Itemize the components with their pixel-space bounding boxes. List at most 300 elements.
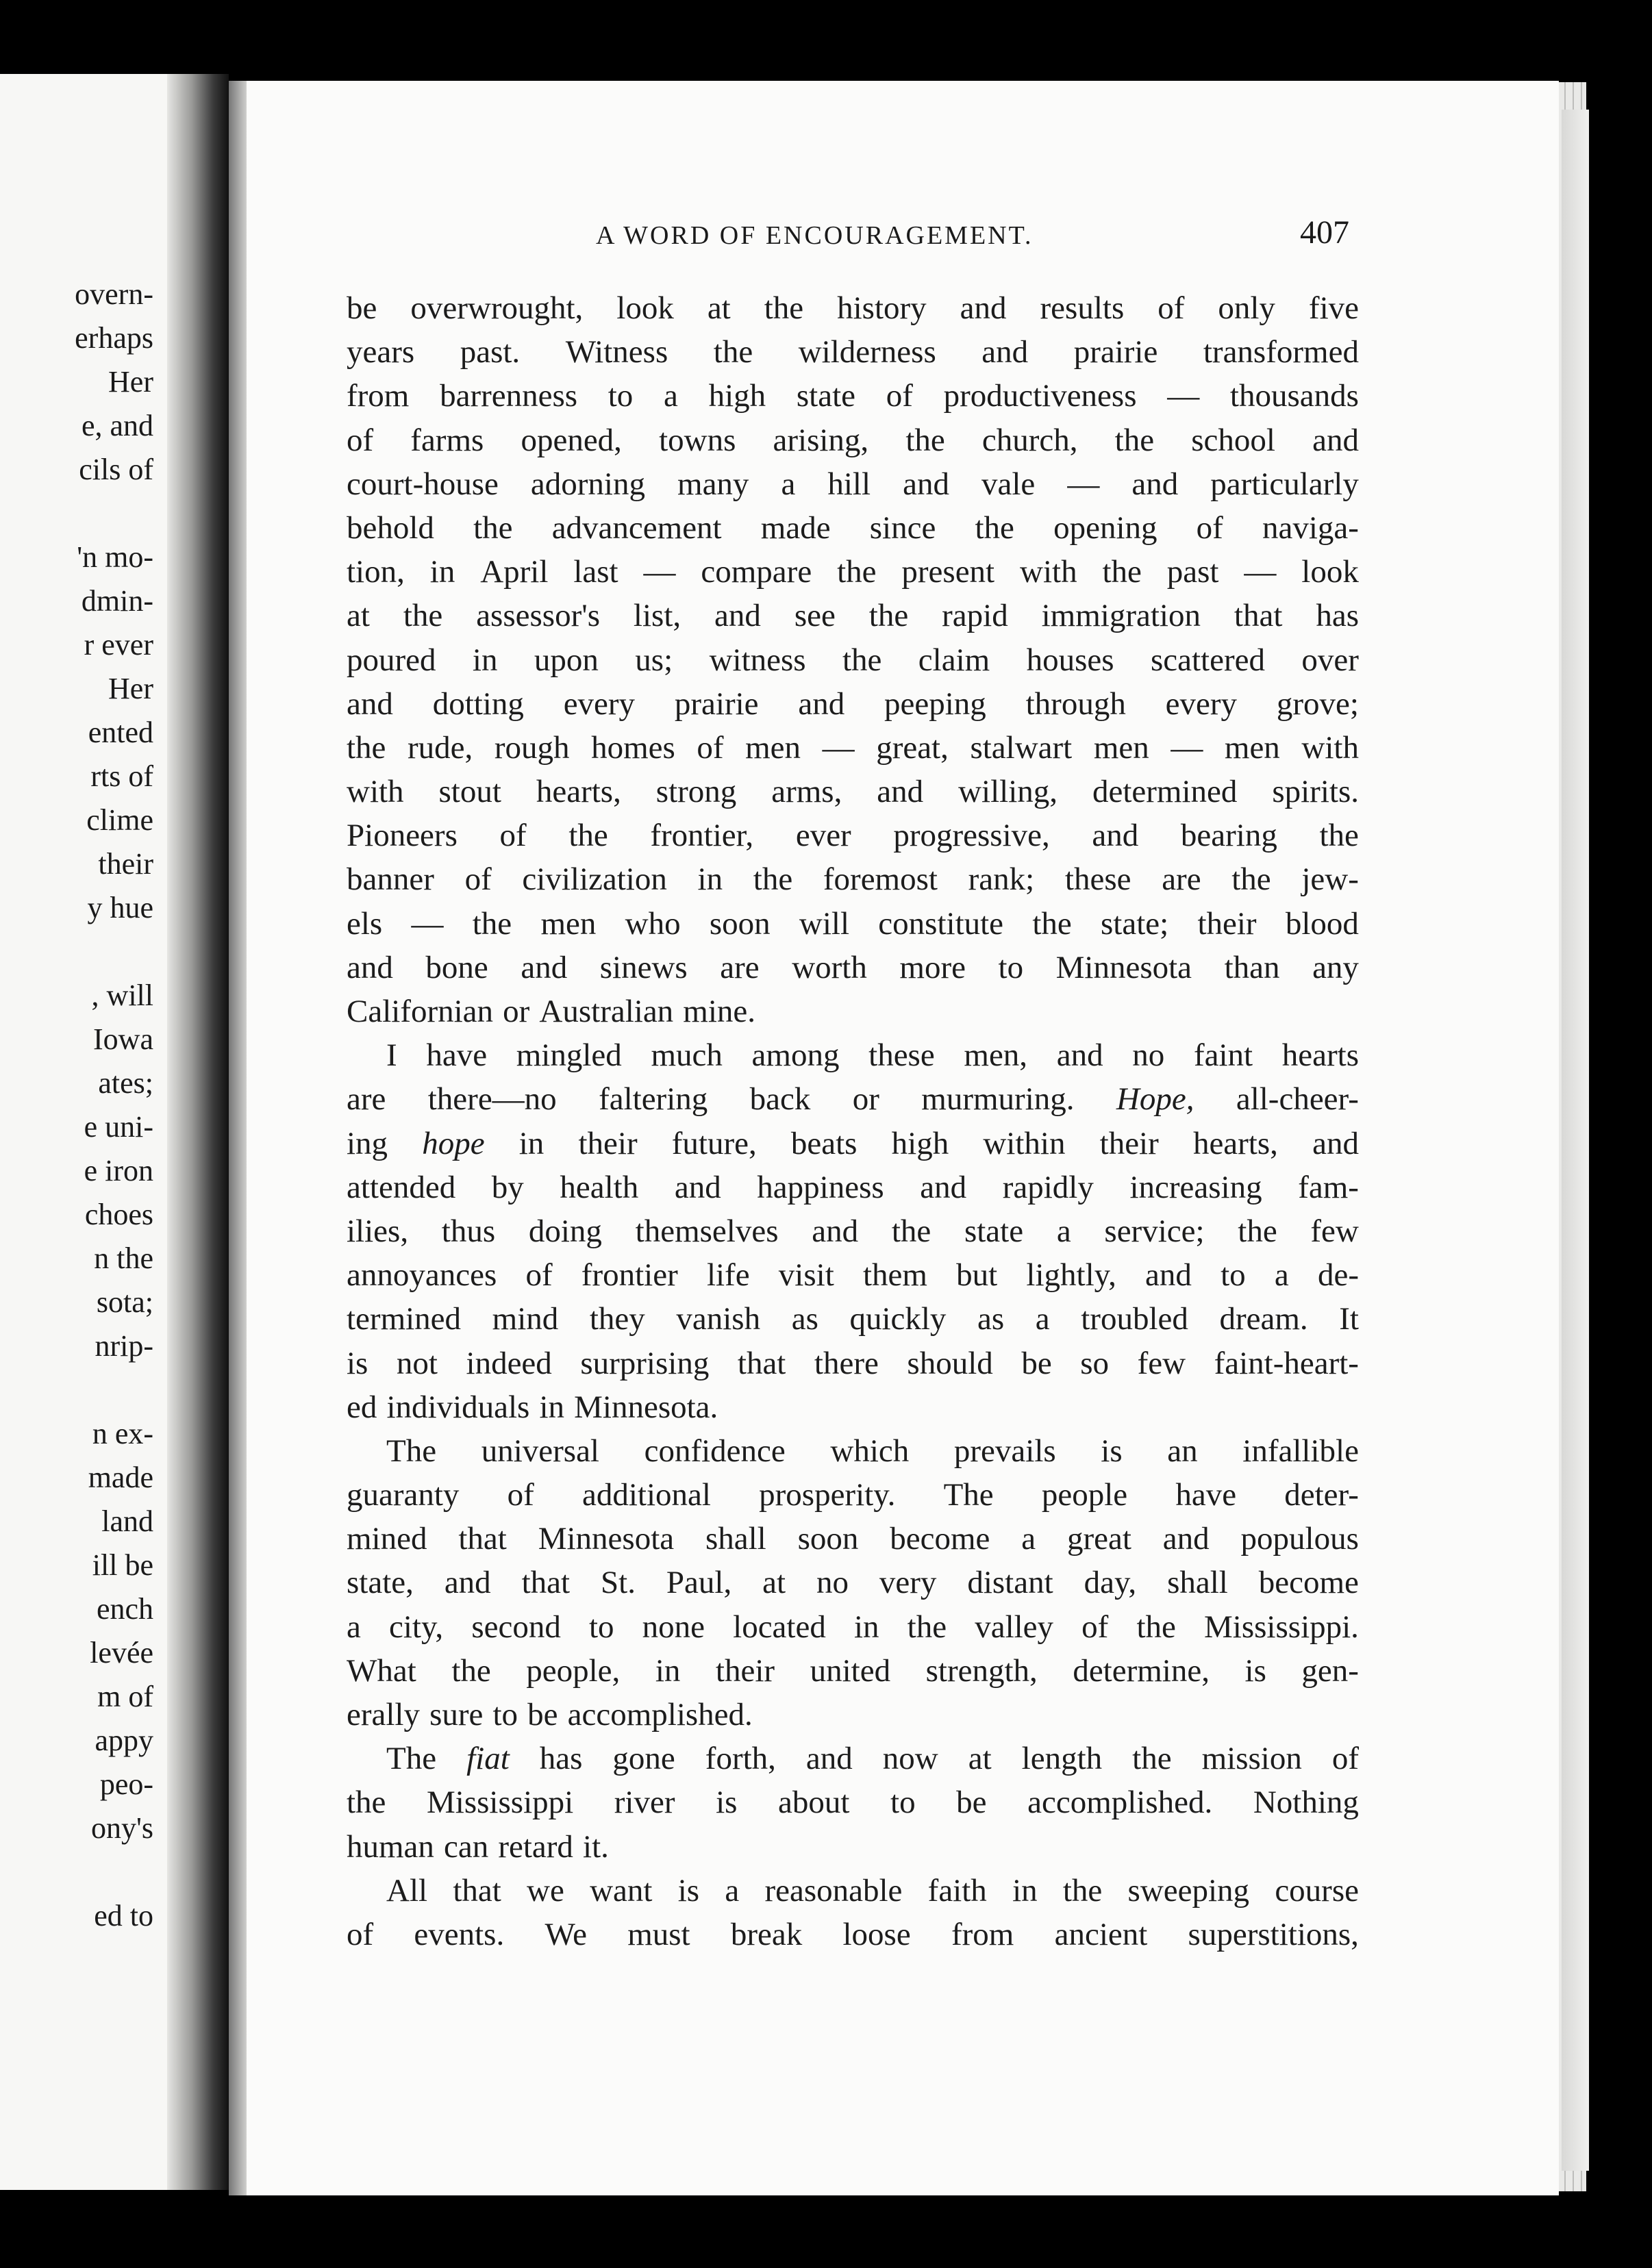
word: to xyxy=(1221,1257,1246,1294)
word: the xyxy=(837,554,877,590)
previous-page-line: nrip- xyxy=(95,1329,153,1363)
word: will xyxy=(799,905,850,942)
word: termined xyxy=(347,1301,462,1337)
text-line xyxy=(347,1649,1359,1693)
word: gen- xyxy=(1301,1652,1359,1689)
word: state, xyxy=(347,1565,414,1601)
word: see xyxy=(794,598,836,634)
previous-page-line: their xyxy=(98,847,153,881)
word: men xyxy=(745,729,801,766)
word: the xyxy=(891,1213,931,1249)
word: men, xyxy=(964,1037,1028,1074)
word: that xyxy=(458,1521,507,1557)
word: shall xyxy=(1167,1565,1228,1601)
text-line xyxy=(347,638,1359,682)
word: state; xyxy=(1101,905,1169,942)
previous-page-line: n the xyxy=(94,1242,153,1275)
text-line xyxy=(347,1429,1359,1473)
word: look xyxy=(616,290,674,326)
word: list, xyxy=(633,598,681,634)
word: frontier, xyxy=(650,818,754,854)
word: look xyxy=(1301,554,1359,590)
word: confidence xyxy=(644,1433,786,1469)
word: men xyxy=(540,905,597,942)
word: a xyxy=(1035,1301,1050,1337)
word: mingled xyxy=(516,1037,622,1074)
word: houses xyxy=(1026,642,1114,678)
word: compare xyxy=(701,554,812,590)
text-line xyxy=(347,1166,1359,1209)
word: and xyxy=(960,290,1007,326)
word: in xyxy=(518,1125,545,1161)
word: barrenness xyxy=(440,378,578,414)
word: guaranty xyxy=(347,1477,460,1513)
word: and xyxy=(1092,818,1139,854)
word: It xyxy=(1339,1301,1359,1337)
word: bone xyxy=(425,949,488,985)
word: every xyxy=(1165,685,1238,722)
word: bearing xyxy=(1180,818,1277,854)
word: We xyxy=(545,1916,587,1952)
text-line xyxy=(347,1341,1359,1385)
word: a xyxy=(347,1609,361,1645)
word: through xyxy=(1025,685,1126,722)
word: sweeping xyxy=(1127,1872,1250,1908)
word: — xyxy=(1244,554,1277,590)
word: the xyxy=(1032,905,1072,942)
word: Mississippi xyxy=(427,1785,574,1821)
word: become xyxy=(890,1521,990,1557)
word: so xyxy=(1080,1345,1110,1381)
previous-page-line: overn- xyxy=(75,277,153,311)
word: adorning xyxy=(530,466,645,502)
word: are xyxy=(1162,861,1201,898)
text-line xyxy=(347,1077,1359,1121)
word: rank; xyxy=(968,861,1035,898)
word: beats xyxy=(790,1125,858,1161)
word: very xyxy=(879,1565,937,1601)
word: The xyxy=(943,1477,994,1513)
word: to xyxy=(608,378,634,414)
word: are xyxy=(720,949,760,985)
word: jew- xyxy=(1301,861,1359,898)
word: upon xyxy=(534,642,599,678)
word: lightly, xyxy=(1026,1257,1116,1294)
word: the xyxy=(1136,1609,1176,1645)
word: doing xyxy=(528,1213,602,1249)
word: since xyxy=(869,509,936,546)
word: civilization xyxy=(522,861,667,898)
word: at xyxy=(347,598,370,634)
word: scattered xyxy=(1150,642,1265,678)
previous-page-line: clime xyxy=(86,803,153,837)
word: Minnesota. xyxy=(574,1389,718,1425)
text-line xyxy=(347,286,1359,330)
previous-page-line: n ex- xyxy=(92,1417,153,1450)
word: the xyxy=(403,598,443,634)
word: have xyxy=(426,1037,488,1074)
word: is xyxy=(1101,1433,1123,1469)
word: life xyxy=(706,1257,750,1294)
word: behold xyxy=(347,509,434,546)
word: foremost xyxy=(823,861,938,898)
word: the xyxy=(1114,422,1155,458)
text-line xyxy=(347,1561,1359,1604)
word: service; xyxy=(1104,1213,1205,1249)
word: state xyxy=(964,1213,1024,1249)
word: future, xyxy=(671,1125,757,1161)
word: mind xyxy=(492,1301,559,1337)
book-gutter xyxy=(167,74,229,2190)
word: ed xyxy=(347,1389,377,1425)
word: that xyxy=(453,1872,501,1908)
text-line xyxy=(347,1825,1359,1869)
text-line xyxy=(347,1253,1359,1297)
word: infallible xyxy=(1242,1433,1359,1469)
word: has xyxy=(1316,598,1359,634)
word: the xyxy=(1231,861,1271,898)
word: their xyxy=(578,1125,638,1161)
text-line xyxy=(347,902,1359,946)
word: they xyxy=(589,1301,645,1337)
word: a xyxy=(1021,1521,1036,1557)
word: a xyxy=(725,1872,740,1908)
word: the xyxy=(713,334,753,370)
word: of xyxy=(1196,509,1223,546)
word: tion, xyxy=(347,554,405,590)
previous-page-line: land xyxy=(101,1504,153,1538)
word: hearts xyxy=(1281,1037,1359,1074)
word: frontier xyxy=(581,1257,678,1294)
word: and xyxy=(347,685,393,722)
word: dream. xyxy=(1219,1301,1308,1337)
word: city, xyxy=(389,1609,444,1645)
word: not xyxy=(396,1345,438,1381)
word: banner xyxy=(347,861,434,898)
word: health xyxy=(560,1169,639,1205)
word: Mississippi. xyxy=(1204,1609,1359,1645)
text-line xyxy=(347,594,1359,638)
word: Nothing xyxy=(1253,1785,1359,1821)
word: visit xyxy=(778,1257,834,1294)
text-line xyxy=(347,682,1359,726)
word: additional xyxy=(581,1477,711,1513)
word: past xyxy=(1166,554,1219,590)
previous-page-line: Her xyxy=(108,365,153,399)
text-line xyxy=(347,1869,1359,1913)
running-head: A WORD OF ENCOURAGEMENT. xyxy=(596,221,1034,250)
word: forth, xyxy=(705,1741,776,1777)
word: is xyxy=(716,1785,738,1821)
word: transformed xyxy=(1203,334,1359,370)
word: men xyxy=(1093,729,1149,766)
word: blood xyxy=(1285,905,1359,942)
word: five xyxy=(1308,290,1359,326)
word: and xyxy=(444,1565,491,1601)
word: must xyxy=(627,1916,690,1952)
word: increasing xyxy=(1129,1169,1262,1205)
word: church, xyxy=(981,422,1078,458)
word: mine. xyxy=(683,994,756,1029)
word: the xyxy=(347,729,386,766)
word: last xyxy=(573,554,618,590)
word: worth xyxy=(792,949,867,985)
word: — xyxy=(411,905,444,942)
word: the xyxy=(753,861,793,898)
word: of xyxy=(886,378,913,414)
word: a xyxy=(1274,1257,1289,1294)
word: many xyxy=(677,466,749,502)
word: is xyxy=(347,1345,368,1381)
word: these xyxy=(1064,861,1131,898)
word: the xyxy=(1062,1872,1103,1908)
word: the xyxy=(1132,1741,1172,1777)
word: hope xyxy=(422,1125,485,1161)
text-line xyxy=(347,1033,1359,1077)
text-line xyxy=(347,550,1359,594)
previous-page-line: e, and xyxy=(81,409,153,442)
word: an xyxy=(1167,1433,1198,1469)
word: few xyxy=(1310,1213,1359,1249)
word: that xyxy=(737,1345,786,1381)
word: soon xyxy=(709,905,771,942)
word: fam- xyxy=(1298,1169,1359,1205)
word: be xyxy=(1021,1345,1052,1381)
word: hearts, xyxy=(1192,1125,1278,1161)
word: located xyxy=(733,1609,826,1645)
word: in xyxy=(697,861,723,898)
text-line xyxy=(347,726,1359,770)
word: with xyxy=(1020,554,1077,590)
text-line xyxy=(347,946,1359,990)
word: and xyxy=(347,949,393,985)
word: themselves xyxy=(635,1213,779,1249)
word: be xyxy=(347,290,377,326)
previous-page-line: cils of xyxy=(79,453,153,486)
word: school xyxy=(1191,422,1275,458)
word: Hope, xyxy=(1116,1081,1194,1118)
word: faith xyxy=(927,1872,987,1908)
word: progressive, xyxy=(893,818,1050,854)
word: Paul, xyxy=(666,1565,732,1601)
word: The xyxy=(386,1741,437,1777)
word: rapidly xyxy=(1002,1169,1094,1205)
word: Minnesota xyxy=(538,1521,675,1557)
word: quickly xyxy=(849,1301,947,1337)
word: mission xyxy=(1201,1741,1302,1777)
word: about xyxy=(778,1785,850,1821)
previous-page-line: ill be xyxy=(92,1548,153,1582)
word: opened, xyxy=(521,422,622,458)
word: deter- xyxy=(1284,1477,1359,1513)
text-line xyxy=(347,1209,1359,1253)
word: few xyxy=(1137,1345,1186,1381)
word: to xyxy=(998,949,1024,985)
previous-page-line: choes xyxy=(84,1198,153,1231)
text-line xyxy=(347,462,1359,506)
word: farms xyxy=(410,422,484,458)
word: St. xyxy=(601,1565,636,1601)
word: of xyxy=(1081,1609,1109,1645)
word: and xyxy=(981,334,1029,370)
word: united xyxy=(810,1652,891,1689)
word: people xyxy=(1041,1477,1128,1513)
word: grove; xyxy=(1276,685,1359,722)
word: hearts, xyxy=(536,774,621,810)
word: thousands xyxy=(1229,378,1359,414)
word: populous xyxy=(1240,1521,1359,1557)
word: accomplished. xyxy=(1027,1785,1213,1821)
text-line xyxy=(347,1385,1359,1429)
word: and xyxy=(674,1169,721,1205)
word: — xyxy=(1067,466,1100,502)
word: as xyxy=(977,1301,1005,1337)
word: second xyxy=(471,1609,561,1645)
word: and xyxy=(805,1741,853,1777)
word: soon xyxy=(797,1521,859,1557)
word: which xyxy=(830,1433,910,1469)
previous-page-line: Iowa xyxy=(93,1022,153,1056)
word: ever xyxy=(795,818,851,854)
word: indeed xyxy=(466,1345,552,1381)
previous-page-line: e iron xyxy=(84,1154,153,1187)
word: and xyxy=(812,1213,859,1249)
word: prevails xyxy=(953,1433,1056,1469)
word: with xyxy=(1301,729,1359,766)
word: faint xyxy=(1193,1037,1253,1074)
word: Minnesota xyxy=(1055,949,1192,985)
word: great, xyxy=(876,729,949,766)
previous-page-line: peo- xyxy=(99,1767,153,1801)
word: and xyxy=(1312,422,1359,458)
word: length xyxy=(1021,1741,1103,1777)
word: be xyxy=(527,1697,558,1732)
word: All xyxy=(386,1872,428,1908)
word: the xyxy=(764,290,804,326)
word: no xyxy=(1132,1037,1165,1074)
word: constitute xyxy=(878,905,1004,942)
word: men xyxy=(1224,729,1280,766)
word: — xyxy=(822,729,855,766)
word: in xyxy=(655,1652,681,1689)
word: court-house xyxy=(347,466,499,502)
word: now xyxy=(882,1741,938,1777)
previous-page-line: appy xyxy=(95,1724,153,1757)
word: and xyxy=(903,466,949,502)
word: high xyxy=(708,378,766,414)
word: more xyxy=(899,949,966,985)
word: us; xyxy=(635,642,673,678)
text-line xyxy=(347,1605,1359,1649)
word: the xyxy=(842,642,882,678)
page-binding-shadow xyxy=(229,81,247,2195)
word: to xyxy=(492,1697,518,1732)
previous-page-line: ented xyxy=(88,716,153,749)
word: April xyxy=(480,554,549,590)
word: of xyxy=(525,1257,553,1294)
word: all-cheer- xyxy=(1236,1081,1359,1118)
word: events. xyxy=(414,1916,505,1952)
word: of xyxy=(347,1916,374,1952)
word: surprising xyxy=(580,1345,710,1381)
word: prosperity. xyxy=(759,1477,896,1513)
word: opening xyxy=(1053,509,1157,546)
word: valley xyxy=(975,1609,1054,1645)
word: a xyxy=(1056,1213,1071,1249)
word: high xyxy=(891,1125,949,1161)
word: and xyxy=(877,774,924,810)
word: els xyxy=(347,905,383,942)
word: only xyxy=(1218,290,1275,326)
word: superstitions, xyxy=(1188,1916,1359,1952)
previous-page-line: , will xyxy=(91,979,153,1012)
word: or xyxy=(503,994,530,1029)
word: — xyxy=(1171,729,1203,766)
word: and xyxy=(1145,1257,1192,1294)
word: sinews xyxy=(599,949,688,985)
word: the xyxy=(975,509,1014,546)
word: history xyxy=(837,290,927,326)
word: retard xyxy=(498,1828,573,1865)
word: rapid xyxy=(942,598,1008,634)
word: than xyxy=(1224,949,1280,985)
word: — xyxy=(1167,378,1200,414)
word: the xyxy=(347,1785,386,1821)
word: and xyxy=(521,949,568,985)
previous-page-line: erhaps xyxy=(75,321,153,355)
word: these xyxy=(868,1037,935,1074)
word: made xyxy=(760,509,831,546)
word: troubled xyxy=(1081,1301,1188,1337)
word: de- xyxy=(1317,1257,1359,1294)
word: hill xyxy=(827,466,871,502)
word: should xyxy=(907,1345,993,1381)
word: the xyxy=(1238,1213,1277,1249)
text-line xyxy=(347,770,1359,814)
previous-page-line: ony's xyxy=(90,1811,153,1845)
word: the xyxy=(1102,554,1142,590)
word: is xyxy=(677,1872,700,1908)
word: a xyxy=(781,466,796,502)
word: I xyxy=(386,1037,397,1074)
word: over xyxy=(1301,642,1359,678)
word: that xyxy=(521,1565,571,1601)
word: from xyxy=(347,378,410,414)
word: willing, xyxy=(958,774,1058,810)
word: claim xyxy=(918,642,990,678)
word: can xyxy=(444,1828,489,1865)
word: Pioneers xyxy=(347,818,458,854)
word: in xyxy=(539,1389,565,1425)
text-line xyxy=(347,506,1359,550)
previous-page xyxy=(0,74,193,2190)
word: human xyxy=(347,1828,434,1865)
word: the xyxy=(451,1652,491,1689)
word: attended xyxy=(347,1169,456,1205)
page-number: 407 xyxy=(1300,214,1349,251)
word: ancient xyxy=(1054,1916,1148,1952)
text-line xyxy=(347,1297,1359,1341)
text-line xyxy=(347,1737,1359,1780)
word: towns xyxy=(659,422,736,458)
word: strength, xyxy=(925,1652,1038,1689)
word: determined xyxy=(1092,774,1238,810)
word: shall xyxy=(705,1521,766,1557)
word: course xyxy=(1275,1872,1359,1908)
word: the xyxy=(1319,818,1359,854)
word: the xyxy=(905,422,945,458)
word: their xyxy=(1099,1125,1159,1161)
